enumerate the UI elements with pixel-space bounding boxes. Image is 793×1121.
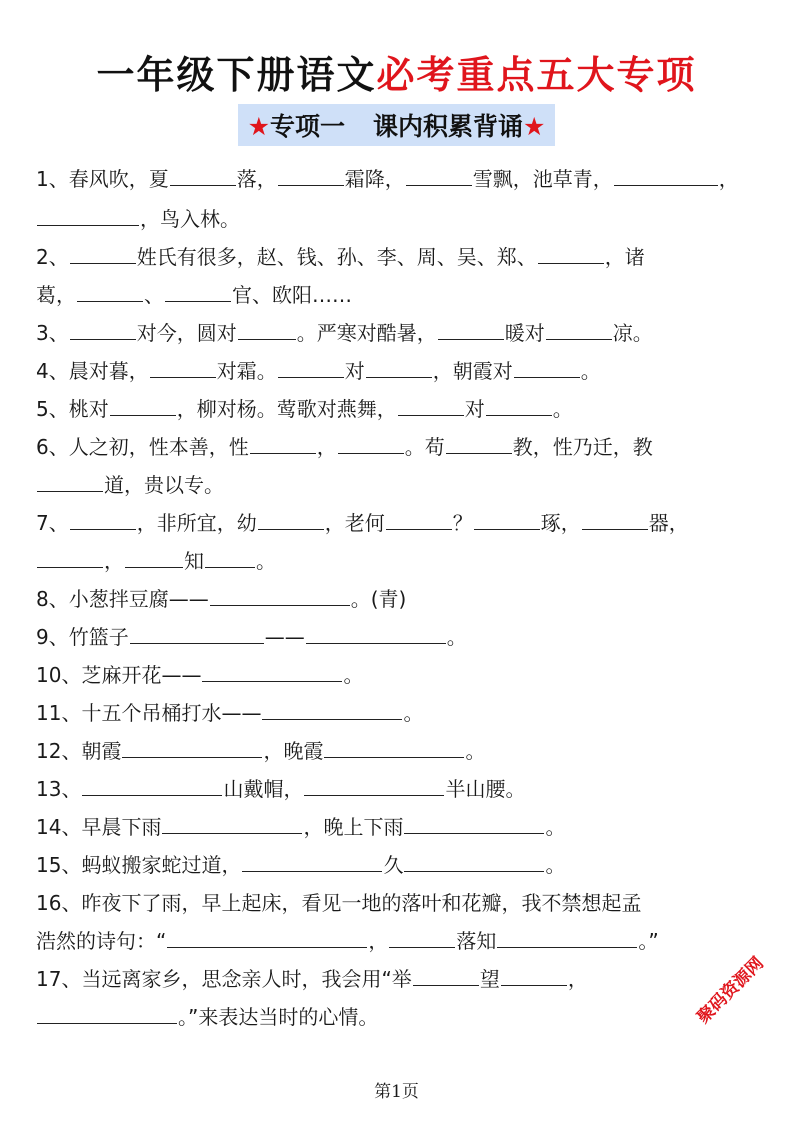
text: 知 — [184, 549, 204, 573]
section-banner — [238, 104, 556, 146]
text: ， — [104, 549, 124, 573]
fill-blank[interactable] — [262, 699, 402, 720]
fill-blank[interactable] — [202, 661, 342, 682]
text: 2、 — [36, 245, 69, 269]
fill-blank[interactable] — [306, 623, 446, 644]
text: 5、桃对 — [36, 397, 109, 421]
fill-blank[interactable] — [37, 1003, 177, 1024]
text: 落， — [236, 167, 277, 191]
fill-blank[interactable] — [446, 433, 512, 454]
fill-blank[interactable] — [125, 547, 183, 568]
text: 望 — [479, 967, 500, 991]
text: ，老何 — [324, 511, 385, 535]
question-15 — [36, 849, 565, 878]
question-17-line-1 — [36, 963, 588, 992]
text: 对 — [344, 359, 365, 383]
fill-blank[interactable] — [70, 319, 136, 340]
text: 半山腰。 — [445, 777, 526, 801]
question-12 — [36, 735, 485, 764]
fill-blank[interactable] — [538, 243, 604, 264]
fill-blank[interactable] — [242, 851, 382, 872]
question-16-line-2 — [36, 925, 659, 954]
text: ，鸟入林。 — [140, 207, 240, 231]
fill-blank[interactable] — [501, 965, 567, 986]
question-1-line-2 — [36, 203, 240, 232]
question-11 — [36, 697, 423, 726]
fill-blank[interactable] — [37, 547, 103, 568]
fill-blank[interactable] — [546, 319, 612, 340]
text: 。苟 — [404, 435, 445, 459]
watermark: 聚码资源网 — [693, 953, 768, 1028]
fill-blank[interactable] — [170, 165, 236, 186]
text: 7、 — [36, 511, 69, 535]
text: 、 — [144, 283, 164, 307]
fill-blank[interactable] — [614, 165, 718, 186]
question-6-line-1 — [36, 431, 653, 460]
question-3 — [36, 317, 653, 346]
fill-blank[interactable] — [398, 395, 464, 416]
text: 雪飘，池草青， — [472, 167, 613, 191]
text: ， — [316, 435, 337, 459]
text: 。 — [256, 549, 276, 573]
star-icon: ★ — [247, 112, 270, 141]
fill-blank[interactable] — [404, 851, 544, 872]
text: 霜降， — [344, 167, 405, 191]
fill-blank[interactable] — [37, 205, 139, 226]
text: 浩然的诗句：“ — [36, 929, 167, 953]
text: 。”来表达当时的心情。 — [178, 1005, 379, 1029]
fill-blank[interactable] — [386, 509, 452, 530]
fill-blank[interactable] — [304, 775, 444, 796]
fill-blank[interactable] — [278, 357, 344, 378]
text: 。(青) — [350, 587, 407, 611]
text: ， — [567, 967, 588, 991]
text: 9、竹篮子 — [36, 625, 129, 649]
text: 。 — [545, 853, 566, 877]
text: ，晚霞 — [263, 739, 324, 763]
fill-blank[interactable] — [70, 243, 136, 264]
fill-blank[interactable] — [150, 357, 216, 378]
text: ，非所宜，幼 — [136, 511, 257, 535]
text: 。 — [403, 701, 424, 725]
fill-blank[interactable] — [474, 509, 540, 530]
text: 16、昨夜下了雨，早上起床，看见一地的落叶和花瓣，我不禁想起孟 — [36, 891, 642, 915]
text: 山戴帽， — [223, 777, 304, 801]
fill-blank[interactable] — [582, 509, 648, 530]
text: 对霜。 — [216, 359, 277, 383]
page-number: 第1页 — [374, 1082, 419, 1102]
fill-blank[interactable] — [250, 433, 316, 454]
fill-blank[interactable] — [82, 775, 222, 796]
section-topic: 课内积累背诵 — [373, 112, 524, 141]
fill-blank[interactable] — [165, 281, 231, 302]
text: 对 — [464, 397, 485, 421]
text: 3、 — [36, 321, 69, 345]
question-17-line-2 — [36, 1001, 378, 1030]
question-1-line-1 — [36, 163, 739, 192]
document-title — [0, 44, 793, 99]
question-2-line-1 — [36, 241, 645, 270]
text: 。 — [545, 815, 566, 839]
section-label: 专项一 — [269, 112, 345, 141]
question-7-line-2 — [36, 545, 276, 574]
fill-blank[interactable] — [497, 927, 637, 948]
text: 暖对 — [504, 321, 545, 345]
fill-blank[interactable] — [338, 433, 404, 454]
fill-blank[interactable] — [413, 965, 479, 986]
question-6-line-2 — [36, 469, 224, 498]
fill-blank[interactable] — [258, 509, 324, 530]
question-16-line-1 — [36, 887, 641, 916]
fill-blank[interactable] — [205, 547, 255, 568]
fill-blank[interactable] — [238, 319, 296, 340]
fill-blank[interactable] — [486, 395, 552, 416]
section-banner-wrapper — [0, 104, 793, 146]
fill-blank[interactable] — [406, 165, 472, 186]
fill-blank[interactable] — [167, 927, 367, 948]
text: 10、芝麻开花—— — [36, 663, 202, 687]
title-highlight: 必考重点五大专项 — [376, 53, 697, 97]
fill-blank[interactable] — [438, 319, 504, 340]
text: 。 — [343, 663, 364, 687]
text: 1、春风吹，夏 — [36, 167, 169, 191]
question-5 — [36, 393, 573, 422]
fill-blank[interactable] — [404, 813, 544, 834]
text: 11、十五个吊桶打水—— — [36, 701, 262, 725]
fill-blank[interactable] — [122, 737, 262, 758]
fill-blank[interactable] — [162, 813, 302, 834]
question-8 — [36, 583, 406, 612]
text: 。严寒对酷暑， — [296, 321, 437, 345]
text: 。 — [446, 625, 467, 649]
text: ， — [368, 929, 389, 953]
question-2-line-2 — [36, 279, 352, 308]
text: ，诸 — [604, 245, 645, 269]
question-7-line-1 — [36, 507, 689, 536]
text: 葛， — [36, 283, 76, 307]
text: ，晚上下雨 — [303, 815, 404, 839]
text: ，朝霞对 — [432, 359, 513, 383]
text: 对今，圆对 — [136, 321, 237, 345]
question-13 — [36, 773, 525, 802]
fill-blank[interactable] — [37, 471, 103, 492]
question-10 — [36, 659, 363, 688]
fill-blank[interactable] — [210, 585, 350, 606]
text: 器， — [648, 511, 689, 535]
text: ，柳对杨。莺歌对燕舞， — [176, 397, 397, 421]
text: 。 — [580, 359, 601, 383]
text: 14、早晨下雨 — [36, 815, 162, 839]
question-4 — [36, 355, 601, 384]
text: 姓氏有很多，赵、钱、孙、李、周、吴、郑、 — [136, 245, 537, 269]
text: 落知 — [456, 929, 497, 953]
text: 4、晨对暮， — [36, 359, 149, 383]
text: 13、 — [36, 777, 82, 801]
title-main: 一年级下册语文 — [96, 53, 377, 97]
text: 教，性乃迁，教 — [512, 435, 653, 459]
text: 凉。 — [612, 321, 653, 345]
text: 久 — [383, 853, 404, 877]
text: 12、朝霞 — [36, 739, 122, 763]
star-icon: ★ — [523, 112, 546, 141]
text: 。 — [552, 397, 573, 421]
text: 琢， — [540, 511, 581, 535]
text: 6、人之初，性本善，性 — [36, 435, 249, 459]
fill-blank[interactable] — [110, 395, 176, 416]
text: 官、欧阳…… — [232, 283, 352, 307]
fill-blank[interactable] — [77, 281, 143, 302]
text: 。” — [638, 929, 659, 953]
question-9 — [36, 621, 467, 650]
fill-blank[interactable] — [514, 357, 580, 378]
text: 。 — [465, 739, 486, 763]
text: 8、小葱拌豆腐—— — [36, 587, 209, 611]
fill-blank[interactable] — [366, 357, 432, 378]
fill-blank[interactable] — [278, 165, 344, 186]
text: ， — [718, 167, 739, 191]
text: —— — [264, 625, 305, 649]
text: 17、当远离家乡，思念亲人时，我会用“举 — [36, 967, 412, 991]
text: 15、蚂蚁搬家蛇过道， — [36, 853, 242, 877]
fill-blank[interactable] — [389, 927, 455, 948]
fill-blank[interactable] — [324, 737, 464, 758]
fill-blank[interactable] — [130, 623, 264, 644]
text: ？ — [452, 511, 473, 535]
question-14 — [36, 811, 565, 840]
fill-blank[interactable] — [70, 509, 136, 530]
text: 道，贵以专。 — [104, 473, 224, 497]
